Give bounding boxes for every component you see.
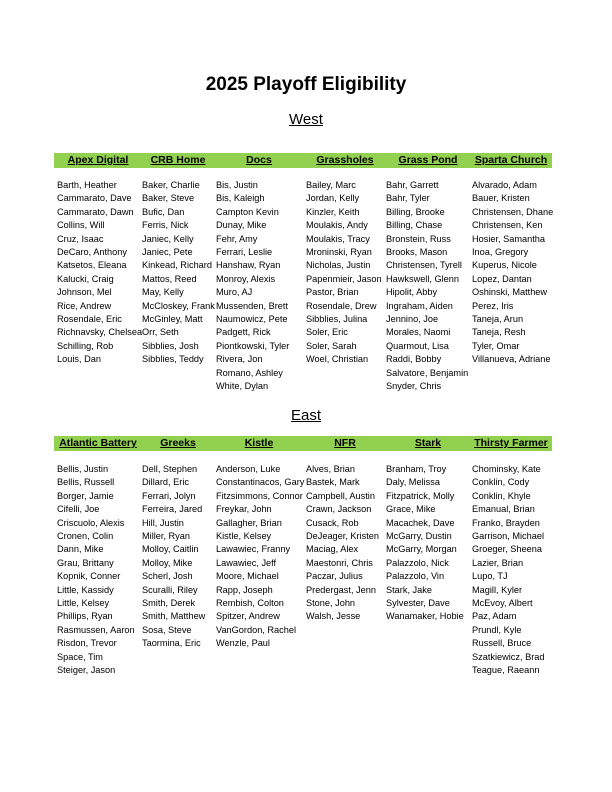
- player-name: Hill, Justin: [142, 517, 184, 528]
- roster-list: [306, 179, 382, 367]
- player-name: Phillips, Ryan: [57, 611, 113, 622]
- roster-list: [386, 463, 464, 624]
- player-name: Baker, Charlie: [142, 180, 200, 190]
- player-name: Smith, Derek: [142, 598, 196, 609]
- team-header: Docs: [246, 154, 272, 166]
- player-name: Taormina, Eric: [142, 638, 201, 649]
- player-name: Magill, Kyler: [472, 584, 523, 595]
- player-name: Katsetos, Eleana: [57, 260, 127, 271]
- player-name: Raddi, Bobby: [386, 354, 442, 365]
- player-name: Bellis, Russell: [57, 477, 115, 488]
- player-name: Steiger, Jason: [57, 665, 116, 676]
- roster-list: [216, 463, 304, 651]
- player-name: Criscuolo, Alexis: [57, 517, 125, 528]
- player-name: Cammarato, Dawn: [57, 206, 134, 217]
- player-name: Bellis, Justin: [57, 464, 109, 474]
- player-name: Mroninski, Ryan: [306, 247, 372, 258]
- player-name: Stark, Jake: [386, 584, 432, 595]
- player-name: Fitzpatrick, Molly: [386, 490, 455, 501]
- player-name: McCloskey, Frank: [142, 300, 215, 311]
- player-name: Hanshaw, Ryan: [216, 260, 281, 271]
- player-name: Moulakis, Tracy: [306, 233, 370, 244]
- player-name: Anderson, Luke: [216, 464, 281, 474]
- player-name: Snyder, Chris: [386, 381, 442, 392]
- player-name: Teague, Raeann: [472, 665, 540, 676]
- player-name: Cruz, Isaac: [57, 233, 104, 244]
- player-name: Padgett, Rick: [216, 327, 271, 338]
- player-name: Bailey, Marc: [306, 180, 356, 190]
- team-header: Sparta Church: [474, 154, 548, 166]
- player-name: Rasmussen, Aaron: [57, 624, 135, 635]
- player-name: Palazzolo, Nick: [386, 557, 449, 568]
- player-name: Johnson, Mel: [57, 287, 112, 298]
- player-name: McGinley, Matt: [142, 314, 203, 325]
- player-name: Palazzolo, Vin: [386, 571, 445, 582]
- player-name: Dann, Mike: [57, 544, 104, 555]
- player-name: Garrison, Michael: [472, 531, 544, 542]
- player-name: Papenmieir, Jason: [306, 273, 382, 284]
- player-name: Nicholas, Justin: [306, 260, 371, 271]
- roster-list: [142, 463, 205, 651]
- player-name: Russell, Bruce: [472, 638, 532, 649]
- team-header: Thirsty Farmer: [474, 437, 548, 449]
- player-name: Morales, Naomi: [386, 327, 451, 338]
- player-name: Emanual, Brian: [472, 504, 535, 515]
- player-name: Christensen, Tyrell: [386, 260, 462, 271]
- player-name: Little, Kassidy: [57, 584, 114, 595]
- player-name: Janiec, Pete: [142, 247, 193, 258]
- team-header: Apex Digital: [67, 154, 129, 166]
- player-name: Lopez, Dantan: [472, 273, 532, 284]
- team-header: CRB Home: [150, 154, 206, 166]
- player-name: Lazier, Brian: [472, 557, 524, 568]
- player-name: Orr, Seth: [142, 327, 179, 338]
- player-name: Grau, Brittany: [57, 557, 114, 568]
- player-name: Bufic, Dan: [142, 206, 185, 217]
- player-name: Cammarato, Dave: [57, 193, 132, 204]
- player-name: Brooks, Mason: [386, 247, 448, 258]
- player-name: Collins, Will: [57, 220, 105, 231]
- player-name: Louis, Dan: [57, 354, 101, 365]
- player-name: Cusack, Rob: [306, 517, 359, 528]
- player-name: Kalucki, Craig: [57, 273, 114, 284]
- player-name: Taneja, Arun: [472, 314, 524, 325]
- player-name: Cifelli, Joe: [57, 504, 100, 515]
- player-name: Piontkowski, Tyler: [216, 340, 290, 351]
- player-name: Bastek, Mark: [306, 477, 360, 488]
- roster-list: [472, 463, 545, 678]
- player-name: Mussenden, Brett: [216, 300, 289, 311]
- player-name: Alvarado, Adam: [472, 180, 537, 190]
- player-name: Hipolit, Abby: [386, 287, 438, 298]
- player-name: Oshinski, Matthew: [472, 287, 548, 298]
- player-name: Ferris, Nick: [142, 220, 189, 231]
- roster-list: [57, 463, 135, 678]
- player-name: Villanueva, Adriane: [472, 354, 551, 365]
- player-name: Baker, Steve: [142, 193, 195, 204]
- roster-list: [57, 179, 142, 367]
- player-name: Alves, Brian: [306, 464, 356, 474]
- player-name: Billing, Chase: [386, 220, 443, 231]
- player-name: Jennino, Joe: [386, 314, 439, 325]
- player-name: Gallagher, Brian: [216, 517, 282, 528]
- player-name: Kuperus, Nicole: [472, 260, 537, 271]
- player-name: Sosa, Steve: [142, 624, 192, 635]
- player-name: Groeger, Sheena: [472, 544, 542, 555]
- team-header: Grassholes: [316, 154, 374, 166]
- team-header: NFR: [334, 437, 356, 449]
- player-name: Bis, Kaleigh: [216, 193, 265, 204]
- player-name: Crawn, Jackson: [306, 504, 372, 515]
- player-name: Kopnik, Conner: [57, 571, 121, 582]
- player-name: Sylvester, Dave: [386, 598, 450, 609]
- player-name: Richnavsky, Chelsea: [57, 327, 143, 338]
- player-name: Maciag, Alex: [306, 544, 359, 555]
- player-name: Franko, Brayden: [472, 517, 540, 528]
- player-name: Billing, Brooke: [386, 206, 445, 217]
- player-name: Little, Kelsey: [57, 598, 110, 609]
- team-header-bar-east: [54, 436, 552, 451]
- player-name: Bis, Justin: [216, 180, 258, 190]
- player-name: Christensen, Ken: [472, 220, 543, 231]
- player-name: White, Dylan: [216, 381, 269, 392]
- player-name: Paz, Adam: [472, 611, 517, 622]
- player-name: Macachek, Dave: [386, 517, 455, 528]
- player-name: Janiec, Kelly: [142, 233, 194, 244]
- team-header-bar-west: [54, 153, 552, 168]
- player-name: Miller, Ryan: [142, 531, 190, 542]
- page-title: 2025 Playoff Eligibility: [205, 74, 407, 95]
- player-name: DeJeager, Kristen: [306, 531, 380, 542]
- player-name: Schilling, Rob: [57, 340, 114, 351]
- player-name: Borger, Jamie: [57, 490, 114, 501]
- player-name: Rosendale, Eric: [57, 314, 122, 325]
- player-name: Risdon, Trevor: [57, 638, 117, 649]
- player-name: Walsh, Jesse: [306, 611, 361, 622]
- player-name: Ferreira, Jared: [142, 504, 203, 515]
- player-name: Maestonri, Chris: [306, 557, 373, 568]
- player-name: Muro, AJ: [216, 287, 253, 298]
- section-title-east: East: [290, 407, 321, 424]
- player-name: Rapp, Joseph: [216, 584, 273, 595]
- player-name: Smith, Matthew: [142, 611, 206, 622]
- roster-list: [216, 179, 289, 394]
- player-name: Constantinacos, Gary: [216, 477, 305, 488]
- player-name: Molloy, Mike: [142, 557, 193, 568]
- player-name: Rembish, Colton: [216, 598, 284, 609]
- player-name: May, Kelly: [142, 287, 184, 298]
- player-name: Dillard, Eric: [142, 477, 189, 488]
- player-name: Lawawiec, Jeff: [216, 557, 277, 568]
- player-name: Jordan, Kelly: [306, 193, 360, 204]
- player-name: Dell, Stephen: [142, 464, 198, 474]
- player-name: McGarry, Dustin: [386, 531, 452, 542]
- player-name: Predergast, Jenn: [306, 584, 376, 595]
- player-name: Fehr, Amy: [216, 233, 258, 244]
- roster-list: [306, 463, 379, 624]
- player-name: Taneja, Resh: [472, 327, 526, 338]
- player-name: Conklin, Khyle: [472, 490, 531, 501]
- player-name: Scherl, Josh: [142, 571, 193, 582]
- section-title-west: West: [289, 111, 323, 128]
- player-name: Chominsky, Kate: [472, 464, 541, 474]
- player-name: Space, Tim: [57, 651, 103, 662]
- player-name: Naumowicz, Pete: [216, 314, 288, 325]
- player-name: Mattos, Reed: [142, 273, 197, 284]
- player-name: Lawawiec, Franny: [216, 544, 291, 555]
- player-name: Fitzsimmons, Connor: [216, 490, 303, 501]
- player-name: Kinzler, Keith: [306, 206, 360, 217]
- player-name: Sibblies, Josh: [142, 340, 199, 351]
- player-name: Rice, Andrew: [57, 300, 112, 311]
- player-name: DeCaro, Anthony: [57, 247, 127, 258]
- player-name: Ferrari, Leslie: [216, 247, 273, 258]
- team-header: Atlantic Battery: [59, 437, 137, 449]
- player-name: Bauer, Kristen: [472, 193, 530, 204]
- player-name: McEvoy, Albert: [472, 598, 533, 609]
- player-name: Bahr, Garrett: [386, 180, 439, 190]
- roster-list: [386, 179, 468, 394]
- player-name: Szatkiewicz, Brad: [472, 651, 545, 662]
- player-name: Wenzle, Paul: [216, 638, 270, 649]
- player-name: Conklin, Cody: [472, 477, 530, 488]
- player-name: Grace, Mike: [386, 504, 436, 515]
- team-header: Greeks: [160, 437, 196, 449]
- player-name: Lupo, TJ: [472, 571, 508, 582]
- player-name: Paczar, Julius: [306, 571, 363, 582]
- player-name: Bahr, Tyler: [386, 193, 430, 204]
- player-name: Ingraham, Aiden: [386, 300, 453, 311]
- player-name: Scuralli, Riley: [142, 584, 198, 595]
- player-name: Sibblies, Julina: [306, 314, 368, 325]
- team-header: Stark: [414, 437, 442, 449]
- player-name: Kistle, Kelsey: [216, 531, 272, 542]
- player-name: Inoa, Gregory: [472, 247, 529, 258]
- player-name: Dunay, Mike: [216, 220, 267, 231]
- player-name: Branham, Troy: [386, 464, 447, 474]
- player-name: Bronstein, Russ: [386, 233, 451, 244]
- player-name: Campton Kevin: [216, 206, 279, 217]
- player-name: Moore, Michael: [216, 571, 279, 582]
- player-name: Kinkead, Richard: [142, 260, 212, 271]
- player-name: Daly, Melissa: [386, 477, 440, 488]
- player-name: Soler, Sarah: [306, 340, 357, 351]
- player-name: Rivera, Jon: [216, 354, 263, 365]
- player-name: Soler, Eric: [306, 327, 348, 338]
- player-name: Christensen, Dhane: [472, 206, 554, 217]
- player-name: Ferrari, Jolyn: [142, 490, 196, 501]
- player-name: Rosendale, Drew: [306, 300, 377, 311]
- player-name: Stone, John: [306, 598, 356, 609]
- team-header: Grass Pond: [398, 154, 458, 166]
- player-name: Monroy, Alexis: [216, 273, 276, 284]
- player-name: McGarry, Morgan: [386, 544, 457, 555]
- player-name: Woel, Christian: [306, 354, 369, 365]
- player-name: Prundl, Kyle: [472, 624, 522, 635]
- player-name: Salvatore, Benjamin: [386, 367, 469, 378]
- player-name: Quarmout, Lisa: [386, 340, 449, 351]
- player-name: Wanamaker, Hobie: [386, 611, 464, 622]
- player-name: Moulakis, Andy: [306, 220, 368, 231]
- player-name: VanGordon, Rachel: [216, 624, 297, 635]
- player-name: Hawkswell, Glenn: [386, 273, 460, 284]
- player-name: Perez, Iris: [472, 300, 514, 311]
- player-name: Spitzer, Andrew: [216, 611, 280, 622]
- player-name: Tyler, Omar: [472, 340, 520, 351]
- player-name: Hosier, Samantha: [472, 233, 546, 244]
- player-name: Romano, Ashley: [216, 367, 283, 378]
- team-header: Kistle: [244, 437, 274, 449]
- roster-list: [472, 179, 553, 367]
- player-name: Campbell, Austin: [306, 490, 375, 501]
- roster-list: [142, 179, 215, 367]
- player-name: Sibblies, Teddy: [142, 354, 204, 365]
- player-name: Molloy, Caitlin: [142, 544, 199, 555]
- player-name: Pastor, Brian: [306, 287, 359, 298]
- player-name: Freykar, John: [216, 504, 272, 515]
- player-name: Cronen, Colin: [57, 531, 114, 542]
- player-name: Barth, Heather: [57, 180, 117, 190]
